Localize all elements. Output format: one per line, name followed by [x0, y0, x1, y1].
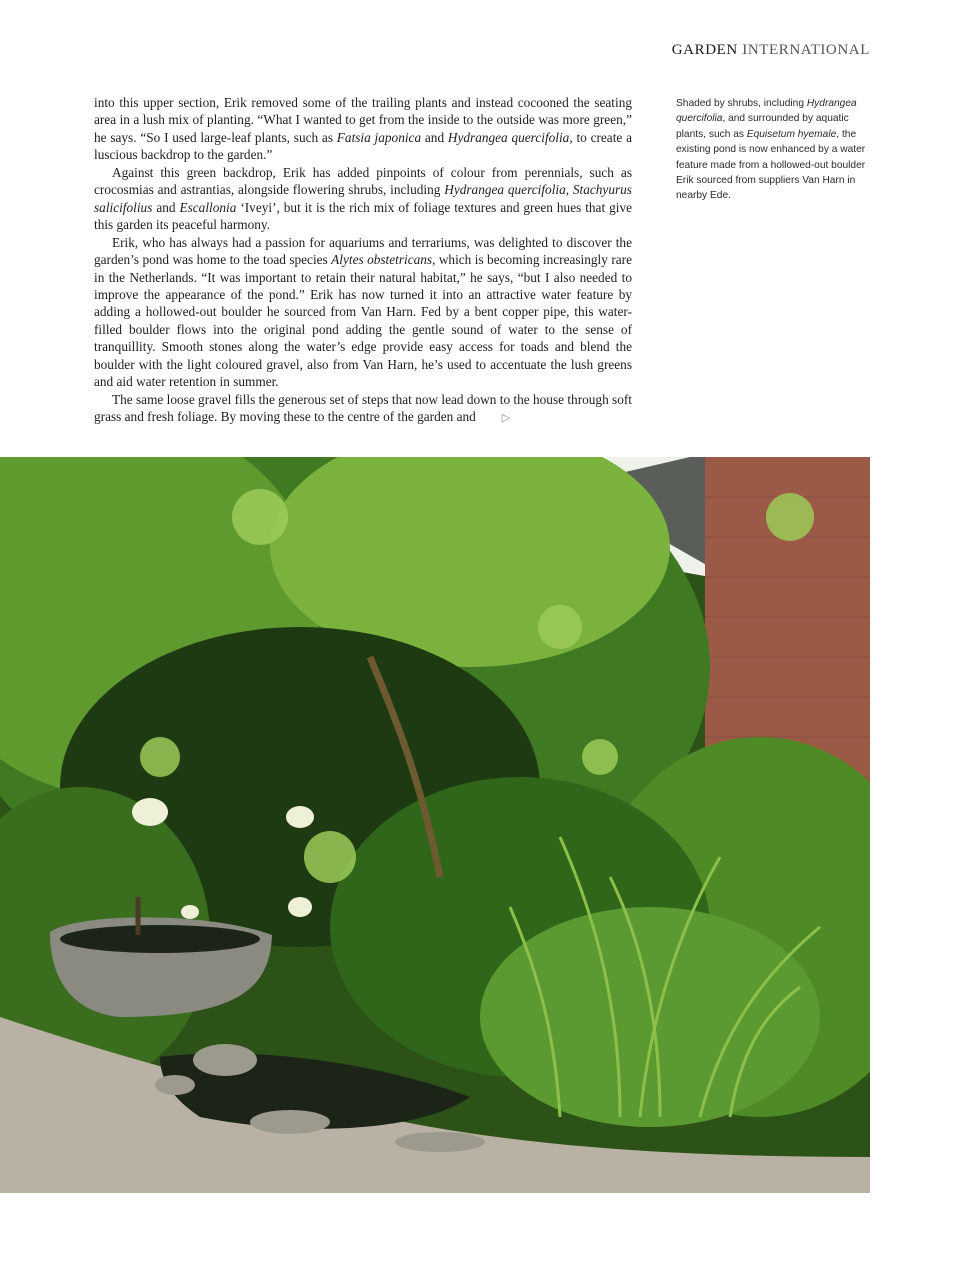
italic-text: Hydrangea quercifolia	[676, 98, 857, 125]
italic-text: Stachyurus salicifolius	[94, 182, 632, 215]
text-run: , to create a luscious backdrop to the garden.”	[94, 129, 632, 163]
continue-arrow-icon: ▷	[501, 412, 511, 425]
italic-text: Escallonia	[179, 199, 237, 215]
text-run: Erik, who has always had a passion for aquariums and terrariums, was delighted to discover the garden’s pond was home to the toad species	[94, 234, 632, 268]
article-paragraph	[94, 164, 632, 234]
text-run: and	[421, 129, 448, 145]
text-run: Against this green backdrop, Erik has added pinpoints of colour from perennials, such as crocosmias and astrantias, alongside flowering shrubs, including	[94, 164, 632, 198]
text-run: Shaded by shrubs, including	[676, 98, 807, 109]
running-header	[672, 42, 870, 59]
text-run: , and surrounded by aquatic plants, such as	[676, 113, 849, 140]
text-run: , which is becoming increasingly rare in the Netherlands. “It was important to retain their natural habitat,” he says, “but I also needed to improve the appearance of the pond.” Erik has now turned it into an attractive water feature by adding a hollowed-out boulder he sourced from Van Harn. Fed by a bent copper pipe, this water-filled boulder flows into the original pond adding the gentle sound of water to the sense of tranquillity. Smooth stones along the water’s edge provide easy access for toads and blend the boulder with the light coloured gravel, also from Van Harn, he’s used to accentuate the lush greens and aid water retention in summer.	[94, 252, 632, 390]
italic-text: Hydrangea quercifolia	[447, 129, 570, 145]
article-paragraph	[94, 234, 632, 391]
text-run: ,	[565, 182, 573, 198]
text-run: The same loose gravel fills the generous set of steps that now lead down to the house through soft grass and fresh foliage. By moving these to the centre of the garden and	[94, 391, 632, 425]
text-run: and	[152, 199, 180, 215]
article-paragraph	[94, 94, 632, 164]
italic-text: Alytes obstetricans	[331, 252, 433, 268]
italic-text: Hydrangea quercifolia	[444, 182, 566, 198]
garden-pond-photo	[0, 457, 870, 1193]
article-body	[94, 94, 632, 428]
header-brand-light: INTERNATIONAL	[742, 42, 870, 58]
boulder-water	[60, 925, 260, 953]
text-run: into this upper section, Erik removed some of the trailing plants and instead cocooned the seating area in a lush mix of planting. “What I wanted to get from the inside to the outside was more green,” he says. “So I used large-leaf plants, such as	[94, 95, 632, 145]
article-paragraph	[94, 391, 632, 428]
header-brand-bold: GARDEN	[671, 42, 738, 58]
italic-text: Equisetum hyemale	[746, 128, 837, 140]
photo-caption	[676, 96, 868, 204]
italic-text: Fatsia japonica	[336, 129, 422, 145]
text-run: , the existing pond is now enhanced by a water feature made from a hollowed-out boulder Erik sourced from suppliers Van Harn in nearby Ede.	[676, 128, 866, 202]
text-run: ‘Iveyi’, but it is the rich mix of foliage textures and green hues that give this garden its peaceful harmony.	[94, 199, 632, 233]
